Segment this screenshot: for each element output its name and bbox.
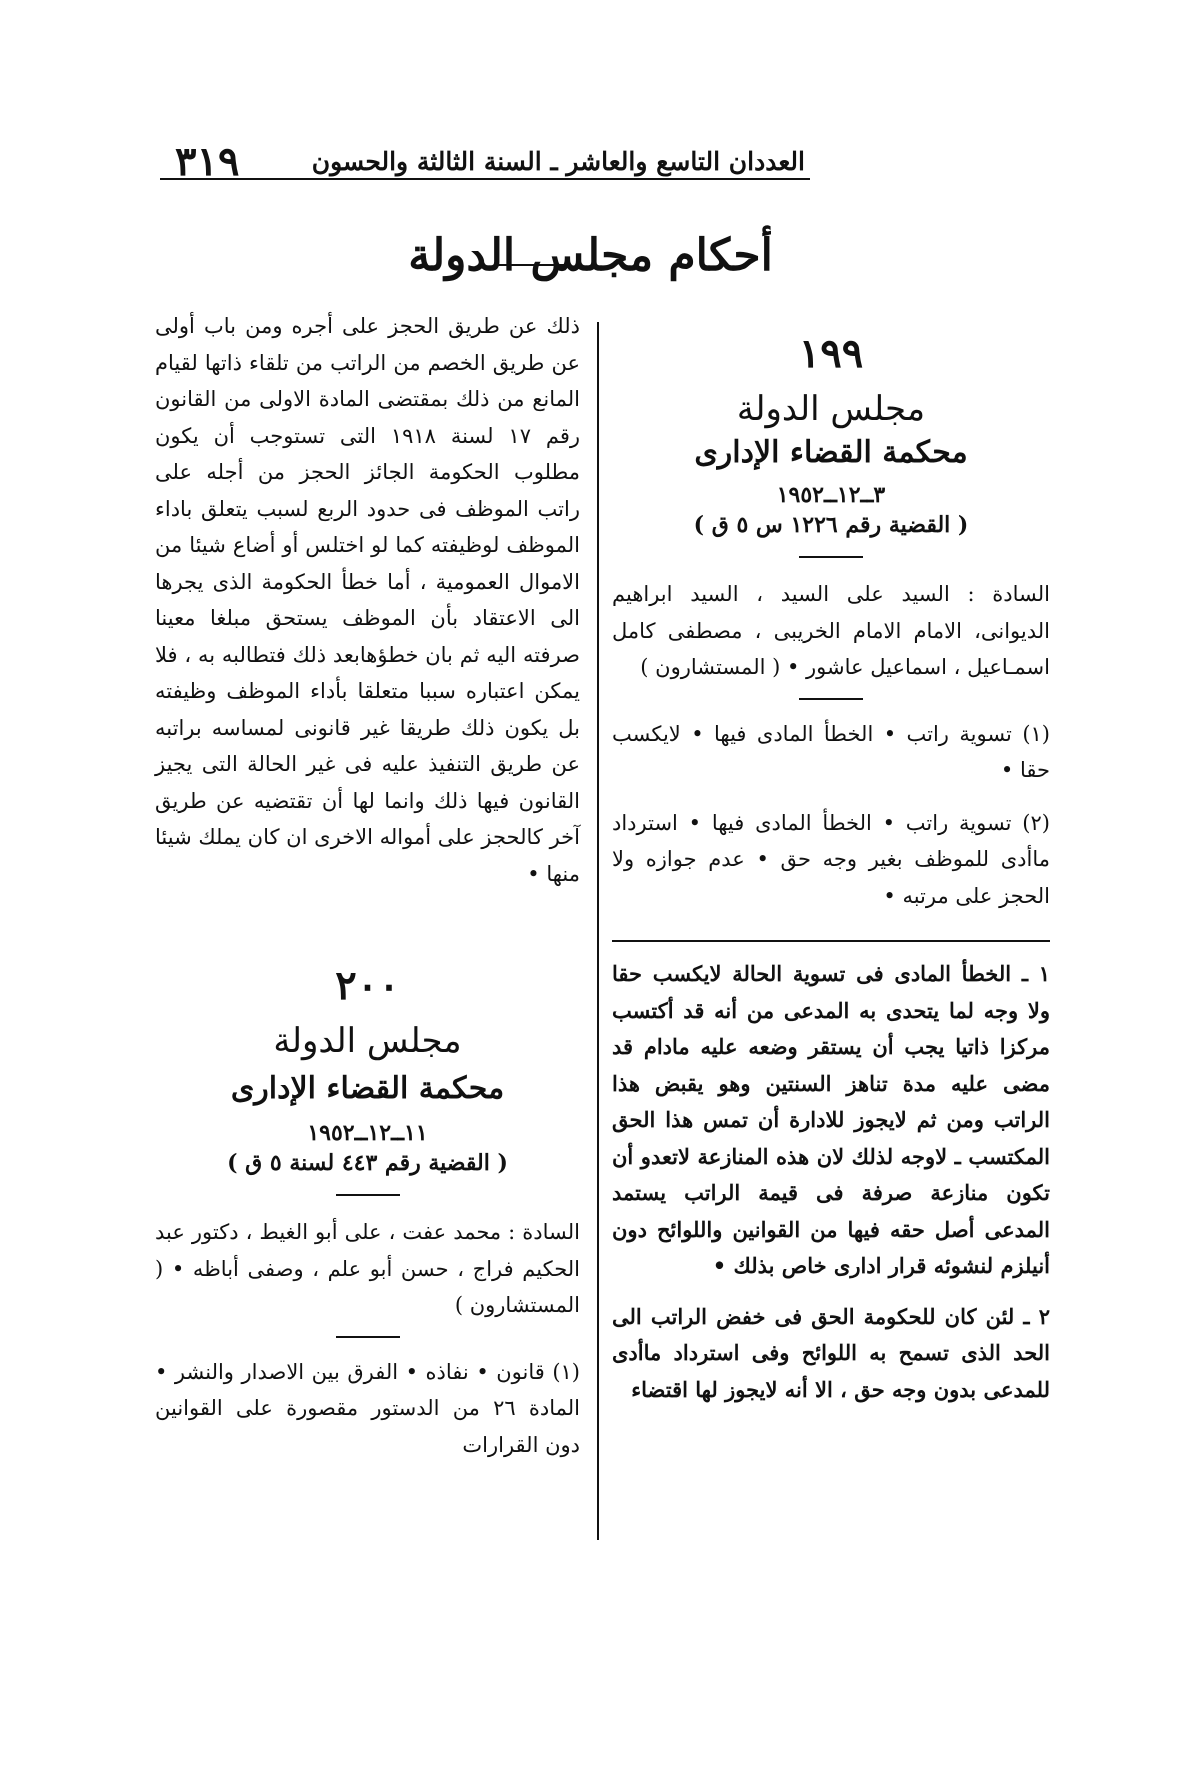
headnote-1: (١) قانون • نفاذه • الفرق بين الاصدار والنشر • المادة ٢٦ من الدستور مقصورة على القوانين دون القرارات — [155, 1359, 580, 1457]
header-rule — [160, 178, 810, 180]
headnote-2: (٢) تسوية راتب • الخطأ المادى فيها • استرداد ماأدى للموظف بغير وجه حق • عدم جوازه ولا الحجز على مرتبه • — [612, 810, 1050, 908]
case-rule — [336, 1194, 400, 1196]
page-number: ٣١٩ — [175, 138, 240, 185]
council-name: مجلس الدولة — [736, 389, 926, 429]
council-name: مجلس الدولة — [273, 1021, 462, 1061]
case-number: ١٩٩ — [798, 330, 864, 377]
members-rule — [799, 698, 863, 700]
case-reference: ( القضية رقم ٤٤٣ لسنة ٥ ق ) — [227, 1150, 508, 1176]
case-199-column — [612, 330, 1050, 1408]
headnote-1: (١) تسوية راتب • الخطأ المادى فيها • لايكسب حقا • — [612, 721, 1050, 782]
ruling-continuation: ذلك عن طريق الحجز على أجره ومن باب أولى عن طريق الخصم من الراتب من تلقاء ذاتها لقيام المانع من ذلك بمقتضى المادة الاولى من القانون رقم ١٧ لسنة ١٩١٨ التى تستوجب أن يكون مطلوب الحكومة الجائز الحجز من أجله على راتب الموظف فى حدود الربع لسبب يتعلق باداء الموظف لوظيفته كما لو اختلس أو أضاع شيئا من الاموال العمومية ، أما خطأ الحكومة الذى يجرها الى الاعتقاد بأن الموظف يستحق مبلغا معينا صرفته اليه ثم بان خطؤهابعد ذلك فتطالبه به ، فلا يمكن اعتباره سببا متعلقا بأداء الموظف وظيفته بل يكون ذلك طريقا غير قانونى لمساسه براتبه عن طريق التنفيذ عليه فى غير الحالة التى يجيز القانون فيها ذلك وانما لها أن تقتضيه عن طريق آخر كالحجز على أمواله الاخرى ان كان يملك شيئا منها • — [155, 314, 580, 886]
members-rule — [336, 1336, 400, 1338]
members-paragraph: السادة : محمد عفت ، على أبو الغيط ، دكتور عبد الحكيم فراج ، حسن أبو علم ، وصفى أباظه • ( المستشارون ) — [155, 1220, 580, 1317]
column-divider — [597, 322, 599, 1540]
members-paragraph: السادة : السيد على السيد ، السيد ابراهيم الديوانى، الامام الامام الخريبى ، مصطفى كامل اسمـاعيل ، اسماعيل عاشور • ( المستشارون ) — [612, 582, 1050, 679]
case-rule — [799, 556, 863, 558]
title-underline — [498, 264, 564, 266]
court-name: محكمة القضاء الإدارى — [230, 1071, 505, 1106]
case-date: ٣ــ١٢ــ١٩٥٢ — [776, 482, 886, 508]
case-date: ١١ــ١٢ــ١٩٥٢ — [307, 1120, 428, 1146]
ruling-1: ١ ـ الخطأ المادى فى تسوية الحالة لايكسب حقا ولا وجه لما يتحدى به المدعى من أنه قد أكتسب مركزا ذاتيا يجب أن يستقر وضعه عليه مادام قد مضى عليه مدة تناهز السنتين وهو يقبض هذا الراتب ومن ثم لايجوز للادارة أن تمس هذا الحق المكتسب ـ لاوجه لذلك لان هذه المنازعة لاتعدو أن تكون منازعة صرفة فى قيمة الراتب يستمد المدعى أصل حقه فيها من القوانين واللوائح دون أنيلزم لنشوئه قرار ادارى خاص بذلك • — [612, 961, 1050, 1278]
case-reference: ( القضية رقم ١٢٢٦ س ٥ ق ) — [693, 512, 969, 538]
section-title: أحكام مجلس الدولة — [408, 230, 773, 281]
left-column — [155, 314, 580, 1463]
ruling-2: ٢ ـ لئن كان للحكومة الحق فى خفض الراتب الى الحد الذى تسمح به اللوائح وفى استرداد ماأدى للمدعى بدون وجه حق ، الا أنه لايجوز لها اقتضاء — [612, 1303, 1050, 1402]
case-number: ٢٠٠ — [335, 962, 400, 1009]
court-name: محكمة القضاء الإدارى — [694, 435, 968, 470]
journal-issue-line: العددان التاسع والعاشر ـ السنة الثالثة والحسون — [311, 147, 805, 176]
headnote-rule — [612, 940, 1050, 942]
